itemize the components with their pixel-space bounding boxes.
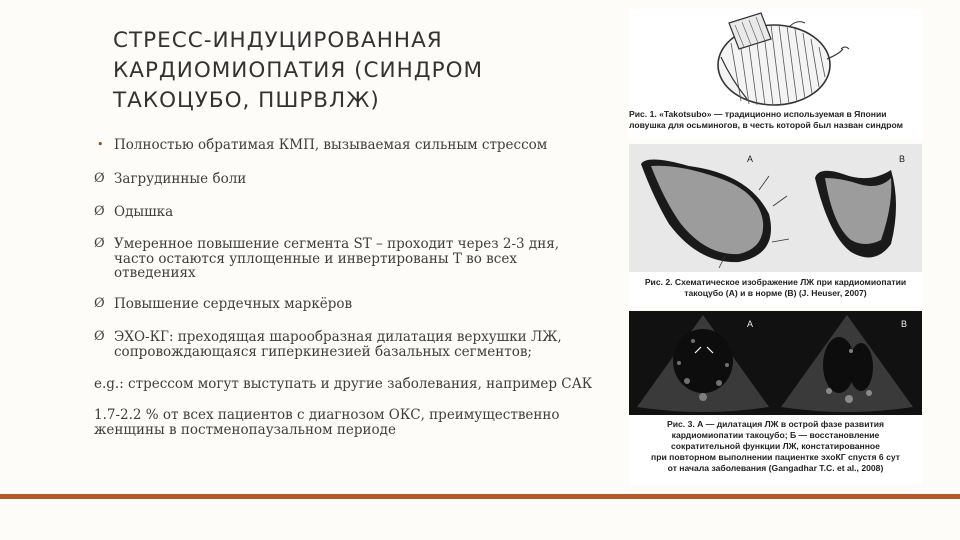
slide-title <box>113 26 613 116</box>
bullet-dot-icon: • <box>97 138 104 151</box>
caption-line: такоцубо (A) и в норме (B) (J. Heuser, 2007) <box>684 288 867 298</box>
figure-2-label-a: A <box>747 154 754 164</box>
paragraph-text-line: женщины в постменопаузальном периоде <box>94 421 396 438</box>
arrow-bullet-icon: Ø <box>94 236 105 251</box>
figure-2-caption <box>629 277 922 299</box>
caption-line: от начала заболевания (Gangadhar T.C. et al., 2008) <box>667 463 884 473</box>
bullet-text-line: часто остаются уплощенные и инвертированы Т во всех <box>114 250 517 267</box>
figure-3-label-b: B <box>901 319 908 329</box>
figure-2-label-b: B <box>899 154 906 164</box>
arrow-bullet-icon: Ø <box>94 296 105 311</box>
figure-2-image <box>629 144 922 272</box>
bullet-text-line: сопровождающаяся гиперкинезией базальных сегментов; <box>114 343 532 360</box>
echocardiogram-illustration <box>629 311 922 415</box>
caption-line: ловушка для осьминогов, в честь которой был назван синдром <box>629 120 903 130</box>
figure-1-caption <box>629 109 922 131</box>
title-line-1: СТРЕСС-ИНДУЦИРОВАННАЯ <box>113 28 443 53</box>
caption-line: Рис. 2. Схематическое изображение ЛЖ при кардиомиопатии <box>644 277 907 287</box>
figure-3-label-a: A <box>747 319 754 329</box>
figure-2 <box>629 144 922 306</box>
caption-line: сократительной функции ЛЖ, констатированное <box>671 441 880 451</box>
lv-schematic-illustration <box>629 144 922 272</box>
bullet-text: Повышение сердечных маркёров <box>114 296 353 312</box>
bottom-accent-rule <box>0 494 960 499</box>
bullet-text: Загрудинные боли <box>114 171 247 187</box>
bullet-text-line: отведениях <box>114 265 196 281</box>
caption-line: при повторном выполнении пациентке эхоКГ спустя 6 сут <box>651 452 900 462</box>
figure-3 <box>629 311 922 485</box>
title-line-2: КАРДИОМИОПАТИЯ (СИНДРОМ <box>113 58 484 83</box>
paragraph-text: e.g.: стрессом могут выступать и другие заболевания, например САК <box>94 376 593 392</box>
bullet-text-line: Умеренное повышение сегмента ST – проходит через 2-3 дня, <box>114 236 559 252</box>
arrow-bullet-icon: Ø <box>94 171 105 186</box>
figure-3-caption <box>629 419 922 474</box>
bullet-text: Полностью обратимая КМП, вызываемая сильным стрессом <box>114 137 548 153</box>
bullet-text-line: ЭХО-КГ: преходящая шарообразная дилатация верхушки ЛЖ, <box>114 329 562 345</box>
arrow-bullet-icon: Ø <box>94 329 105 344</box>
caption-line: Рис. 3. А — дилатация ЛЖ в острой фазе развития <box>667 419 884 429</box>
caption-line: кардиомиопатии такоцубо; Б — восстановление <box>671 430 880 440</box>
paragraph-text-line: 1.7-2.2 % от всех пациентов с диагнозом ОКС, преимущественно <box>94 407 560 423</box>
figure-3-image <box>629 311 922 415</box>
bullet-text: Одышка <box>114 204 174 220</box>
octopus-trap-illustration <box>629 9 922 111</box>
arrow-bullet-icon: Ø <box>94 204 105 219</box>
caption-line: Рис. 1. «Takotsubo» — традиционно используемая в Японии <box>629 109 887 119</box>
title-line-3: ТАКОЦУБО, ПШРВЛЖ) <box>113 88 380 113</box>
figure-1 <box>629 9 922 139</box>
